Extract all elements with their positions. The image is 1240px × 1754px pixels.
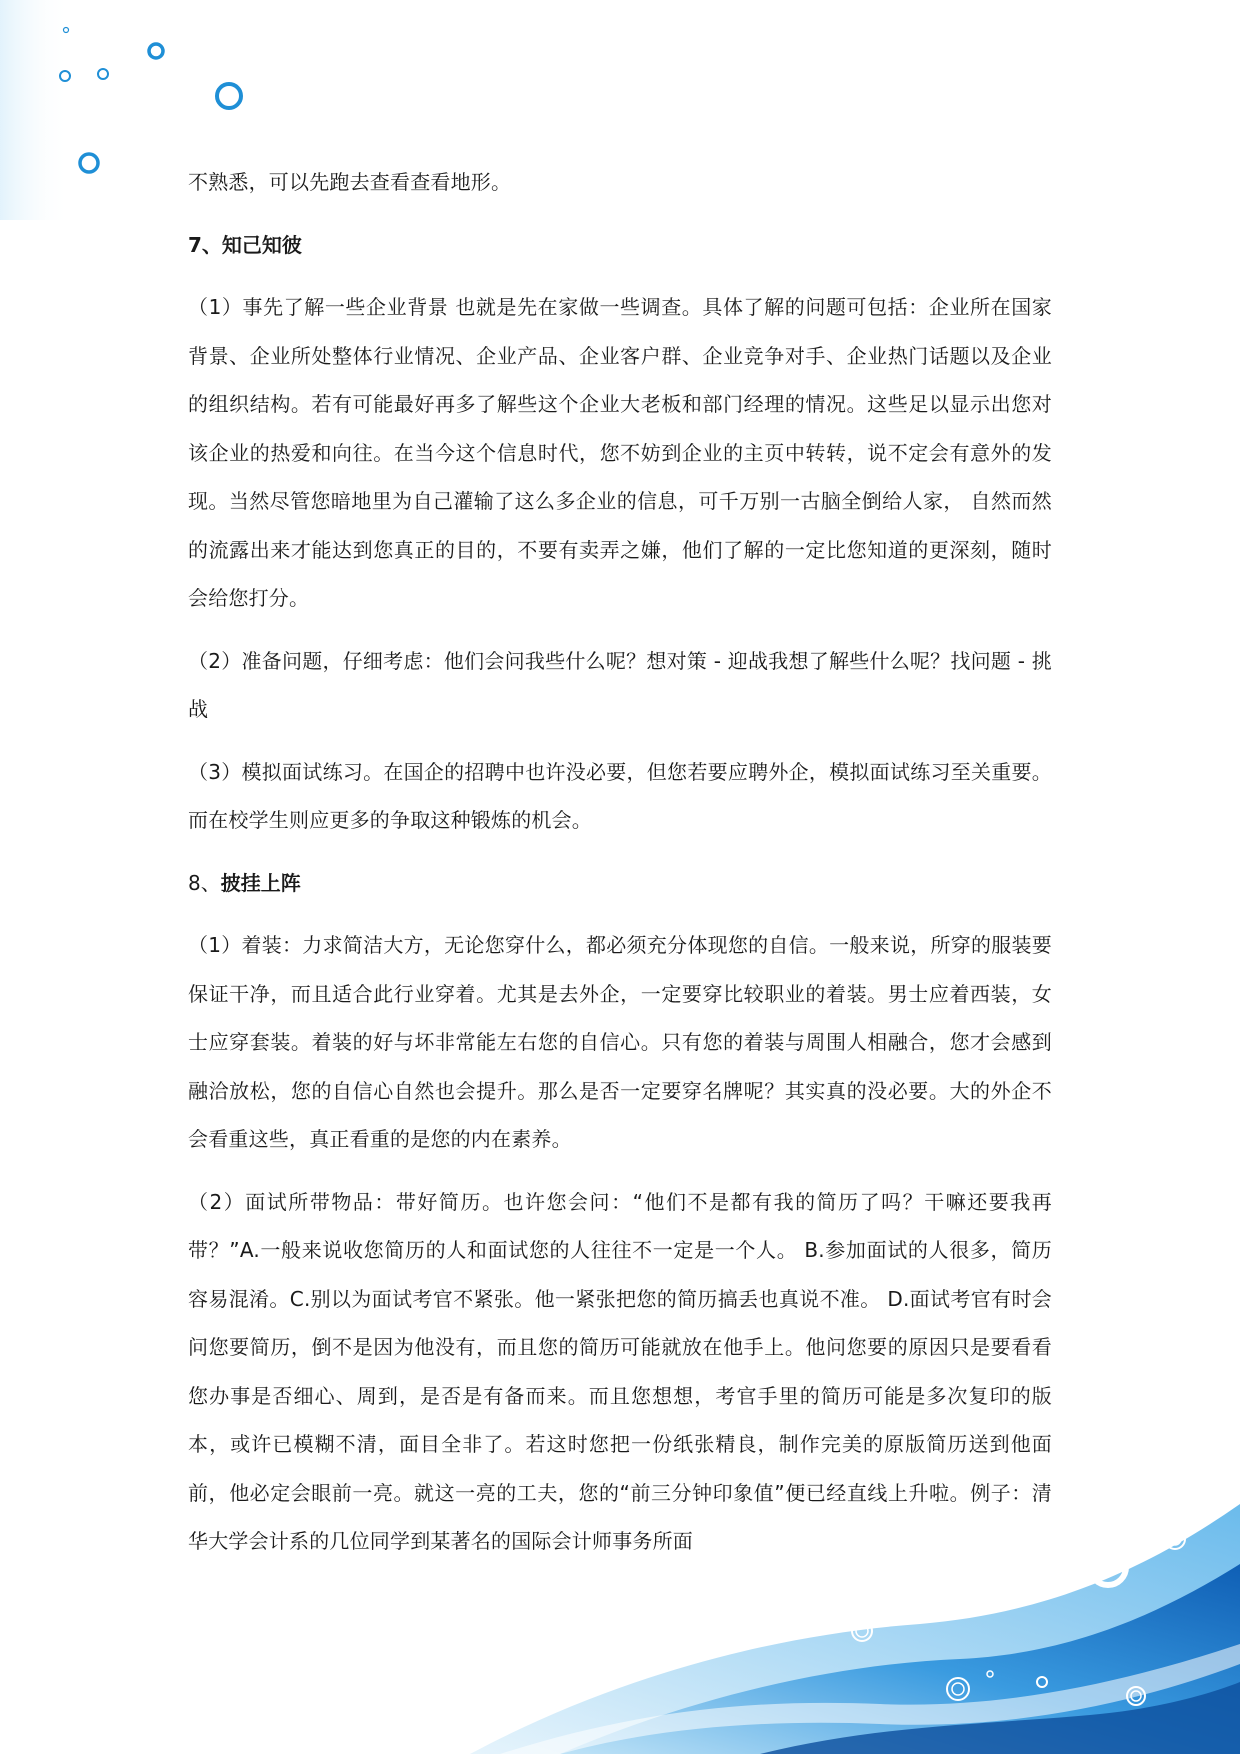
bubble-icon <box>149 44 163 58</box>
bubble-icon <box>897 1596 903 1602</box>
section-7-paragraph-1: （1）事先了解一些企业背景 也就是先在家做一些调查。具体了解的问题可包括：企业所在国家背景、企业所处整体行业情况、企业产品、企业客户群、企业竞争对手、企业热门话题以及企业的组织结构。若有可能最好再多了解些这个企业大老板和部门经理的情况。这些足以显示出您对该企业的热爱和向往。在当今这个信息时代，您不妨到企业的主页中转转，说不定会有意外的发现。当然尽管您暗地里为自己灌输了这么多企业的信息，可千万别一古脑全倒给人家， 自然而然的流露出来才能达到您真正的目的，不要有卖弄之嫌，他们了解的一定比您知道的更深刻，随时会给您打分。 <box>188 295 1052 610</box>
intro-line: 不熟悉，可以先跑去查看查看地形。 <box>188 170 512 194</box>
section-8-heading <box>188 859 1052 908</box>
section-7-paragraph-2: （2）准备问题，仔细考虑：他们会问我些什么呢？想对策 - 迎战我想了解些什么呢？找问题 - 挑战 <box>188 648 1052 721</box>
section-8-paragraph-1: （1）着装：力求简洁大方，无论您穿什么，都必须充分体现您的自信。一般来说，所穿的服装要保证干净，而且适合此行业穿着。尤其是去外企，一定要穿比较职业的着装。男士应着西装，女士应穿套装。着装的好与坏非常能左右您的自信心。只有您的着装与周围人相融合，您才会感到融洽放松，您的自信心自然也会提升。那么是否一定要穿名牌呢？其实真的没必要。大的外企不会看重这些，真正看重的是您的内在素养。 <box>188 933 1052 1151</box>
bubble-icon <box>98 69 108 79</box>
section-8-paragraph-2: （2）面试所带物品：带好简历。也许您会问：“他们不是都有我的简历了吗？干嘛还要我再带？”A.一般来说收您简历的人和面试您的人往往不一定是一个人。 B.参加面试的人很多，简历容易混淆。C.别以为面试考官不紧张。他一紧张把您的简历搞丢也真说不准。 D.面试考官有时会问您要简历，倒不是因为他没有，而且您的简历可能就放在他手上。他问您要的原因只是要看看您办事是否细心、周到，是否是有备而来。而且您想想，考官手里的简历可能是多次复印的版本，或许已模糊不清，面目全非了。若这时您把一份纸张精良，制作完美的原版简历送到他面前，他必定会眼前一亮。就这一亮的工夫，您的“前三分钟印象值”便已经直线上升啦。例子：清华大学会计系的几位同学到某著名的国际会计师事务所面 <box>188 1189 1052 1553</box>
section-8-heading-number: 8、 <box>188 870 221 895</box>
document-body <box>188 158 1052 1566</box>
bubble-icon <box>217 84 241 108</box>
section-7-heading: 7、知己知彼 <box>188 232 302 257</box>
section-7-paragraph-3: （3）模拟面试练习。在国企的招聘中也许没必要，但您若要应聘外企，模拟面试练习至关重要。而在校学生则应更多的争取这种锻炼的机会。 <box>188 759 1052 832</box>
bubble-icon <box>80 154 98 172</box>
section-8-heading-text: 披挂上阵 <box>220 870 301 895</box>
